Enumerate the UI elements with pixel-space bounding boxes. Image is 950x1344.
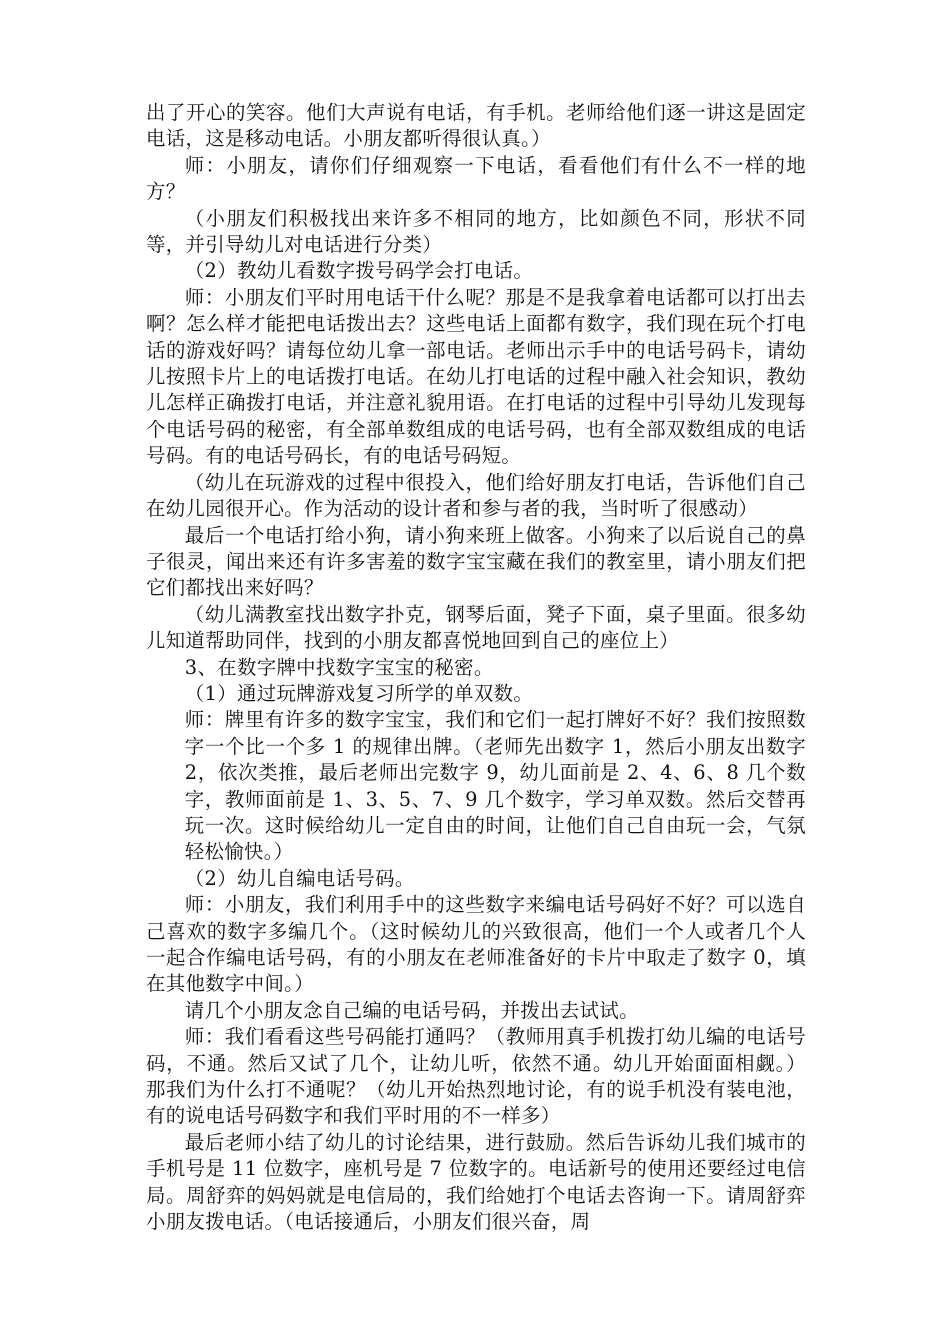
paragraph-9: 3、在数字牌中找数字宝宝的秘密。 (184, 655, 494, 679)
paragraph-3: （小朋友们积极找出来许多不相同的地方，比如颜色不同，形状不同等，并引导幼儿对电话进行分类） (146, 206, 806, 257)
paragraph-16: 最后老师小结了幼儿的讨论结果，进行鼓励。然后告诉幼儿我们城市的手机号是 11 位数字，座机号是 7 位数字的。电话新号的使用还要经过电信局。周舒弈的妈妈就是电信局的，我们给她打个电话去咨询一下。请周舒弈小朋友拨电话。（电话接通后，小朋友们很兴奋，周 (146, 1130, 806, 1234)
paragraph-4: （2）教幼儿看数字拨号码学会打电话。 (184, 259, 534, 283)
document-page (146, 100, 806, 1235)
paragraph-7: 最后一个电话打给小狗，请小狗来班上做客。小狗来了以后说自己的鼻子很灵，闻出来还有许多害羞的数字宝宝藏在我们的教室里，请小朋友们把它们都找出来好吗？ (146, 523, 806, 600)
paragraph-12: （2）幼儿自编电话号码。 (184, 866, 415, 890)
paragraph-11: 师：牌里有许多的数字宝宝，我们和它们一起打牌好不好？我们按照数字一个比一个多 1 的规律出牌。（老师先出数字 1，然后小朋友出数字 2，依次类推，最后老师出完数字 9，幼儿面前是 2、4、6、8 几个数字，教师面前是 1、3、5、7、9 几个数字，学习单双数。然后交替再玩一次。这时候给幼儿一定自由的时间，让他们自己自由玩一会，气氛轻松愉快。） (184, 708, 806, 864)
paragraph-8: （幼儿满教室找出数字扑克，钢琴后面，凳子下面，桌子里面。很多幼儿知道帮助同伴，找到的小朋友都喜悦地回到自己的座位上） (146, 602, 806, 653)
paragraph-5: 师：小朋友们平时用电话干什么呢？那是不是我拿着电话都可以打出去啊？怎么样才能把电话拨出去？这些电话上面都有数字，我们现在玩个打电话的游戏好吗？请每位幼儿拿一部电话。老师出示手中的电话号码卡，请幼儿按照卡片上的电话拨打电话。在幼儿打电话的过程中融入社会知识，教幼儿怎样正确拨打电话，并注意礼貌用语。在打电话的过程中引导幼儿发现每个电话号码的秘密，有全部单数组成的电话号码，也有全部双数组成的电话号码。有的电话号码长，有的电话号码短。 (146, 285, 806, 468)
paragraph-1: 出了开心的笑容。他们大声说有电话，有手机。老师给他们逐一讲这是固定电话，这是移动电话。小朋友都听得很认真。） (146, 101, 806, 151)
paragraph-10: （1）通过玩牌游戏复习所学的单双数。 (184, 681, 534, 705)
paragraph-15: 师：我们看看这些号码能打通吗？（教师用真手机拨打幼儿编的电话号码，不通。然后又试了几个，让幼儿听，依然不通。幼儿开始面面相觑。）那我们为什么打不通呢？（幼儿开始热烈地讨论，有的说手机没有装电池，有的说电话号码数字和我们平时用的不一样多） (146, 1025, 806, 1128)
paragraph-13: 师：小朋友，我们利用手中的这些数字来编电话号码好不好？可以选自己喜欢的数字多编几个。（这时候幼儿的兴致很高，他们一个人或者几个人一起合作编电话号码，有的小朋友在老师准备好的卡片中取走了数字 0，填在其他数字中间。） (146, 893, 806, 996)
paragraph-2: 师：小朋友，请你们仔细观察一下电话，看看他们有什么不一样的地方？ (146, 153, 806, 204)
paragraph-14: 请几个小朋友念自己编的电话号码，并拨出去试试。 (184, 998, 639, 1022)
paragraph-6: （幼儿在玩游戏的过程中很投入，他们给好朋友打电话，告诉他们自己在幼儿园很开心。作为活动的设计者和参与者的我，当时听了很感动） (146, 470, 806, 521)
